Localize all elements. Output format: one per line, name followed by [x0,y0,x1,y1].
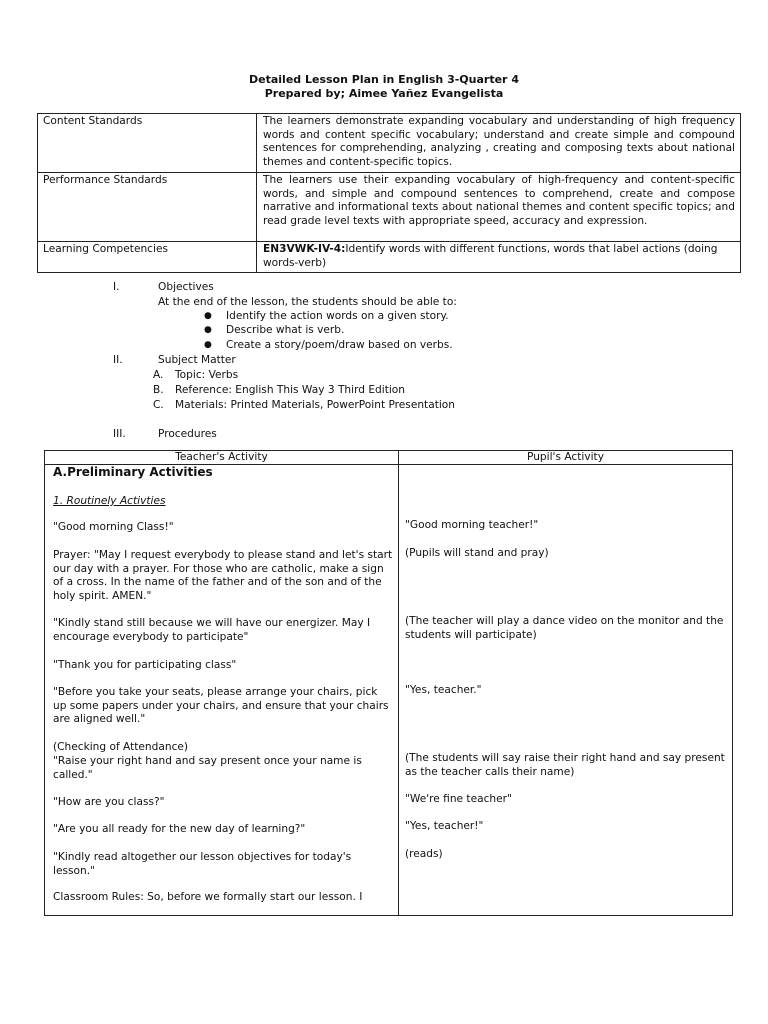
competency-text: Identify words with different functions, words that label actions (doing words-verb) [263,242,718,269]
item-letter: B. [153,384,164,396]
subject-matter-heading: Subject Matter [158,354,236,366]
objectives-intro: At the end of the lesson, the students should be able to: [158,296,457,308]
pupil-activity-header: Pupil's Activity [399,451,733,465]
table-row [45,465,733,916]
routinely-activities-subheading: 1. Routinely Activties [53,495,166,507]
table-header-row [45,451,733,465]
topic-text: Topic: Verbs [175,369,239,381]
teacher-line: (Checking of Attendance) [53,741,189,753]
competency-code: EN3VWK-IV-4: [263,242,346,255]
pupil-line: "Yes, teacher." [405,684,482,696]
teacher-line: "Are you all ready for the new day of learning?" [53,823,306,835]
teacher-line: "Kindly stand still because we will have our energizer. May I encourage everybody to participate" [53,617,371,643]
performance-standards-text: The learners use their expanding vocabulary of high-frequency and content-specific words, and simple and compound sentences to comprehend, create and compose narrative and informational texts about national themes and content specific topics; and read grade level texts with appropriate speed, accuracy and expression. [257,172,741,241]
prepared-by: Prepared by; Aimee Yañez Evangelista [264,87,504,100]
document-title: Detailed Lesson Plan in English 3-Quarter 4 [249,73,519,86]
table-row [38,172,741,241]
teacher-line: Prayer: "May I request everybody to please stand and let's start our day with a prayer. For those who are catholic, make a sign of a cross. In the name of the father and of the son and of the holy spirit. AMEN." [53,549,393,602]
teacher-line: "How are you class?" [53,796,165,808]
teacher-line: "Before you take your seats, please arrange your chairs, pick up some papers under your chairs, and ensure that your chairs are aligned well." [53,686,389,726]
subject-matter-numeral: II. [113,354,123,366]
objective-text: Describe what is verb. [226,324,345,336]
standards-table [37,113,741,273]
procedures-numeral: III. [113,428,126,440]
teacher-line: "Raise your right hand and say present once your name is called." [53,755,362,781]
content-standards-text: The learners demonstrate expanding vocabulary and understanding of high frequency words and content specific vocabulary; understand and create simple and compound sentences for comprehending, analyzing , creating and composing texts about national themes and content-specific topics. [257,114,741,173]
item-letter: A. [153,369,164,381]
objective-text: Create a story/poem/draw based on verbs. [226,339,453,351]
objectives-numeral: I. [113,281,120,293]
pupil-line: (Pupils will stand and pray) [405,547,549,559]
pupil-activity-cell [399,465,733,916]
teacher-line: "Good morning Class!" [53,521,174,533]
teacher-activity-header: Teacher's Activity [45,451,399,465]
objective-text: Identify the action words on a given story. [226,310,449,322]
preliminary-activities-heading: A.Preliminary Activities [53,465,213,479]
pupil-line: "Good morning teacher!" [405,519,539,531]
pupil-line: (reads) [405,848,443,860]
learning-competencies-label: Learning Competencies [38,241,257,272]
table-row [38,114,741,173]
procedures-heading: Procedures [158,428,217,440]
teacher-line: Classroom Rules: So, before we formally start our lesson. I [53,891,363,903]
pupil-line: (The teacher will play a dance video on the monitor and the students will participate) [405,615,724,641]
pupil-line: "Yes, teacher!" [405,820,484,832]
objectives-heading: Objectives [158,281,214,293]
bullet-icon: ● [204,311,212,321]
materials-text: Materials: Printed Materials, PowerPoint Presentation [175,399,455,411]
reference-text: Reference: English This Way 3 Third Edition [175,384,405,396]
learning-competencies-cell [257,241,741,272]
table-row [38,241,741,272]
procedures-table [44,450,733,916]
content-standards-label: Content Standards [38,114,257,173]
performance-standards-label: Performance Standards [38,172,257,241]
bullet-icon: ● [204,325,212,335]
bullet-icon: ● [204,340,212,350]
teacher-line: "Thank you for participating class" [53,659,237,671]
teacher-activity-cell [45,465,399,916]
pupil-line: "We're fine teacher" [405,793,512,805]
pupil-line: (The students will say raise their right hand and say present as the teacher calls their name) [405,752,725,778]
item-letter: C. [153,399,164,411]
teacher-line: "Kindly read altogether our lesson objectives for today's lesson." [53,851,352,877]
